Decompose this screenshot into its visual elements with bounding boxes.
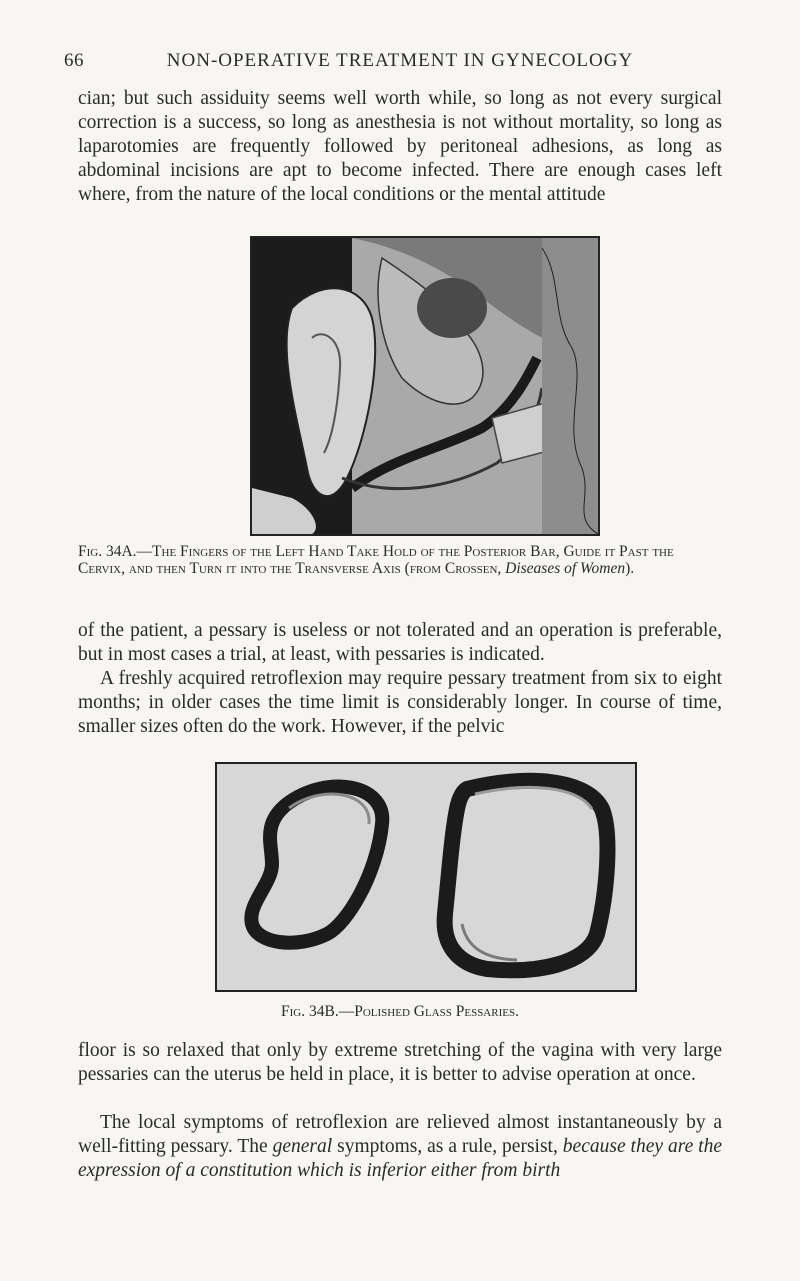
page-header bbox=[64, 50, 736, 78]
figure-34a-source: Diseases of Women bbox=[505, 560, 626, 577]
figure-34a-illustration bbox=[250, 236, 600, 536]
figure-34a-caption-end: ). bbox=[625, 560, 635, 577]
figure-34a-caption-text: —The Fingers of the Left Hand Take Hold of the Posterior Bar, Guide it Past the Cervix, and then Turn it into the Transverse Axis (from Crossen, bbox=[78, 543, 674, 577]
paragraph-3-text: A freshly acquired retroflexion may require pessary treatment from six to eight months; in older cases the time limit is considerably longer. In course of time, smaller sizes often do the work. However, if the pelvic bbox=[78, 668, 722, 737]
figure-34b-caption bbox=[78, 1003, 722, 1020]
figure-34a-caption bbox=[78, 543, 722, 577]
figure-34b-photograph bbox=[215, 762, 637, 992]
page-number: 66 bbox=[64, 50, 84, 71]
figure-34a-label: Fig. 34A. bbox=[78, 543, 137, 560]
figure-34b-label: Fig. 34B. bbox=[281, 1003, 339, 1020]
paragraph-5-italic-because: because they are the expression of a constitution which is inferior either from birth bbox=[78, 1136, 722, 1181]
paragraph-1-text: cian; but such assiduity seems well worth while, so long as not every surgical correction is a success, so long as anesthesia is not without mortality, so long as laparotomies are frequently followed by peritoneal adhesions, as long as abdominal incisions are apt to become infected. There are enough cases left where, from the nature of the local conditions or the mental attitude bbox=[78, 88, 722, 205]
figure-34b-caption-text: —Polished Glass Pessaries. bbox=[338, 1003, 519, 1020]
paragraph-2 bbox=[78, 619, 722, 667]
paragraph-5-start: The local symptoms of retroflexion are relieved almost instantaneously by a well-fitting pessary. The bbox=[78, 1112, 722, 1157]
paragraph-4 bbox=[78, 1039, 722, 1087]
running-head: NON-OPERATIVE TREATMENT IN GYNECOLOGY bbox=[166, 50, 634, 71]
paragraph-5-middle: symptoms, as a rule, persist, bbox=[332, 1136, 563, 1157]
paragraph-3 bbox=[78, 667, 722, 739]
paragraph-1 bbox=[78, 87, 722, 207]
paragraph-2-text: of the patient, a pessary is useless or not tolerated and an operation is preferable, but in most cases a trial, at least, with pessaries is indicated. bbox=[78, 620, 722, 665]
paragraph-5-text bbox=[78, 1111, 722, 1183]
paragraph-5 bbox=[78, 1111, 722, 1183]
paragraph-5-italic-general: general bbox=[272, 1136, 333, 1157]
paragraph-4-text: floor is so relaxed that only by extreme stretching of the vagina with very large pessaries can the uterus be held in place, it is better to advise operation at once. bbox=[78, 1040, 722, 1085]
